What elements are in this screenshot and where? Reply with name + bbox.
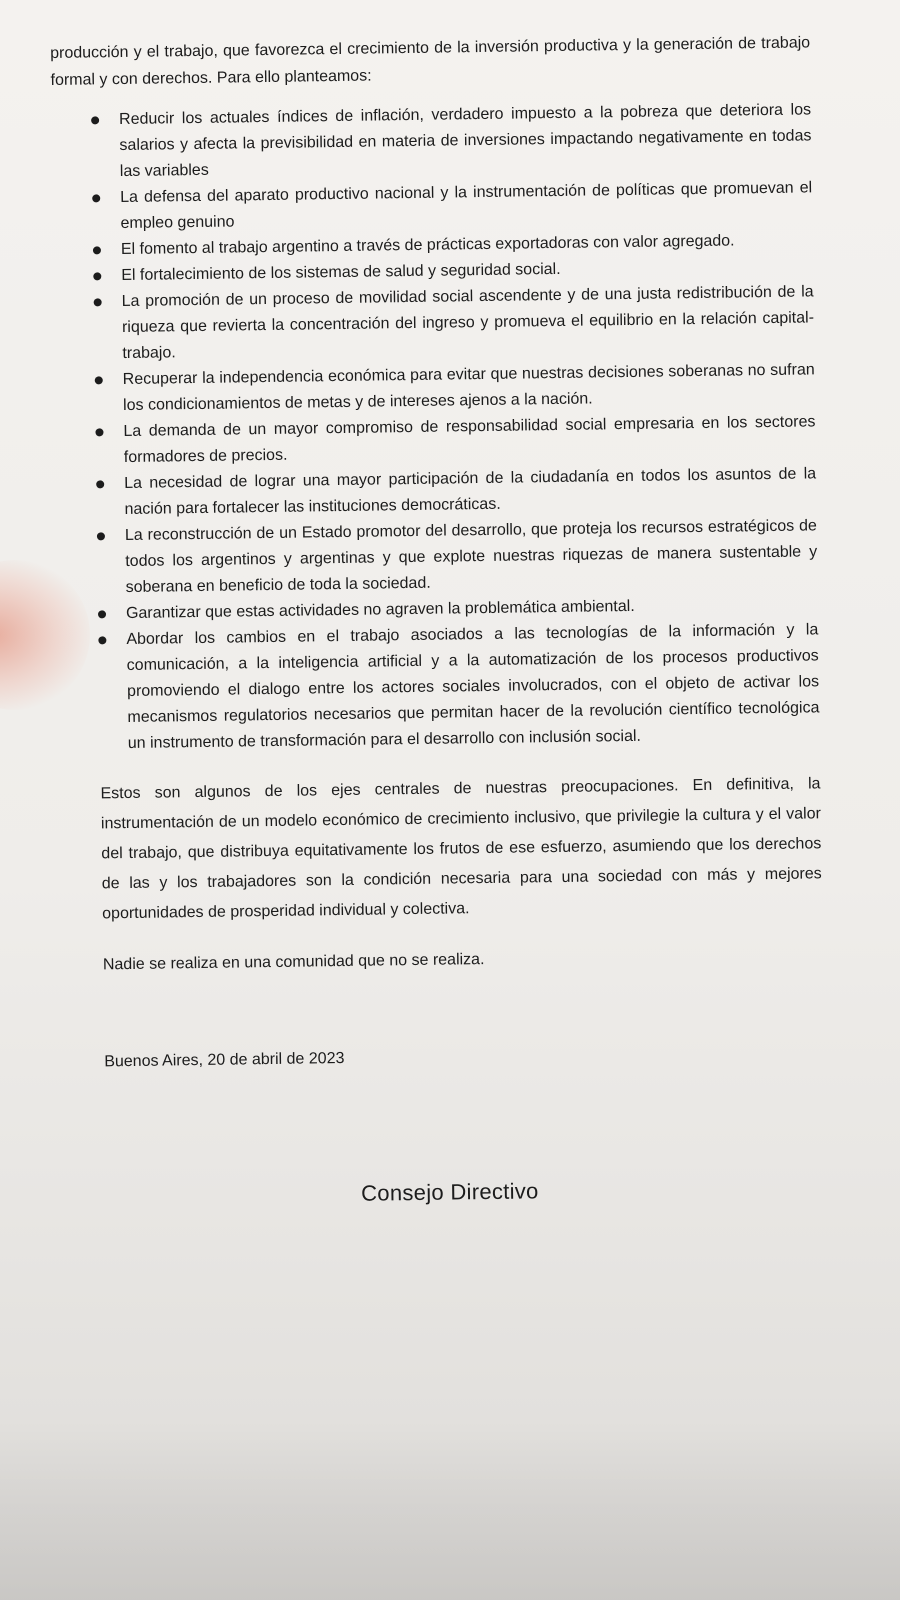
list-item-text: La defensa del aparato productivo nacional y la instrumentación de políticas que promuevan el empleo genuino — [120, 179, 813, 233]
bullet-icon — [94, 298, 102, 306]
list-item — [51, 97, 812, 186]
bullet-icon — [93, 246, 101, 254]
list-item-text: La promoción de un proceso de movilidad social ascendente y de una justa redistribución de la riqueza que revierta la concentración del ingreso y promueva el equilibrio en la relación capital-trabajo. — [121, 283, 815, 363]
proposal-list — [51, 97, 820, 758]
list-item-text: Abordar los cambios en el trabajo asociados a las tecnologías de la información y la comunicación, a la inteligencia artificial y a la automatización de los procesos productivos promoviendo el dialogo entre los actores sociales involucrados, con el objeto de activar los mecanismos regulatorios necesarios que permitan hacer de la revolución científico tecnológica un instrumento de transformación para el desarrollo con inclusión social. — [126, 621, 820, 752]
list-item-text: Garantizar que estas actividades no agraven la problemática ambiental. — [125, 597, 635, 622]
bullet-icon — [98, 610, 106, 618]
list-item-text: Recuperar la independencia económica para evitar que nuestras decisiones soberanas no sufran los condicionamientos de metas y de intereses ajenos a la nación. — [122, 361, 815, 415]
list-item — [53, 279, 814, 368]
list-item-text: La reconstrucción de un Estado promotor del desarrollo, que proteja los recursos estratégicos de todos los argentinos y argentinas y que explote nuestras riquezas de manera sustentable y soberana en beneficio de toda la sociedad. — [124, 517, 818, 596]
bullet-icon — [93, 272, 101, 280]
bullet-icon — [95, 428, 103, 436]
list-item-text: El fomento al trabajo argentino a través de prácticas exportadoras con valor agregado. — [120, 232, 735, 259]
list-item-text: Reducir los actuales índices de inflación, verdadero impuesto a la pobreza que deteriora los salarios y afecta la previsibilidad en materia de inversiones impactando negativamente en todas las variables — [118, 101, 812, 181]
signature: Consejo Directivo — [360, 1178, 539, 1206]
list-item — [58, 617, 820, 758]
list-item — [57, 513, 818, 602]
bullet-icon — [91, 116, 99, 124]
page-bottom-shadow — [0, 1420, 900, 1600]
closing-paragraph: Estos son algunos de los ejes centrales de nuestras preocupaciones. En definitiva, la instrumentación de un modelo económico de crecimiento inclusivo, que privilegie la cultura y el valor del trabajo, que distribuya equitativamente los frutos de ese esfuerzo, asumiendo que los derechos de las y los trabajadores son la condición necesaria para una sociedad con más y mejores oportunidades de prosperidad individual y colectiva. — [100, 775, 822, 923]
intro-paragraph: producción y el trabajo, que favorezca el crecimiento de la inversión productiva y la generación de trabajo formal y con derechos. Para ello planteamos: — [50, 34, 811, 89]
list-item-text: La demanda de un mayor compromiso de responsabilidad social empresaria en los sectores formadores de precios. — [123, 413, 816, 467]
bullet-icon — [96, 480, 104, 488]
list-item-text: El fortalecimiento de los sistemas de salud y seguridad social. — [121, 260, 561, 285]
bullet-icon — [95, 376, 103, 384]
bullet-icon — [98, 636, 106, 644]
date-line: Buenos Aires, 20 de abril de 2023 — [104, 1049, 345, 1071]
bullet-icon — [92, 194, 100, 202]
document-page — [50, 29, 826, 1210]
motto-line: Nadie se realiza en una comunidad que no se realiza. — [102, 951, 485, 974]
list-item-text: La necesidad de lograr una mayor participación de la ciudadanía en todos los asuntos de la nación para fortalecer las instituciones democráticas. — [124, 465, 817, 519]
bullet-icon — [97, 532, 105, 540]
